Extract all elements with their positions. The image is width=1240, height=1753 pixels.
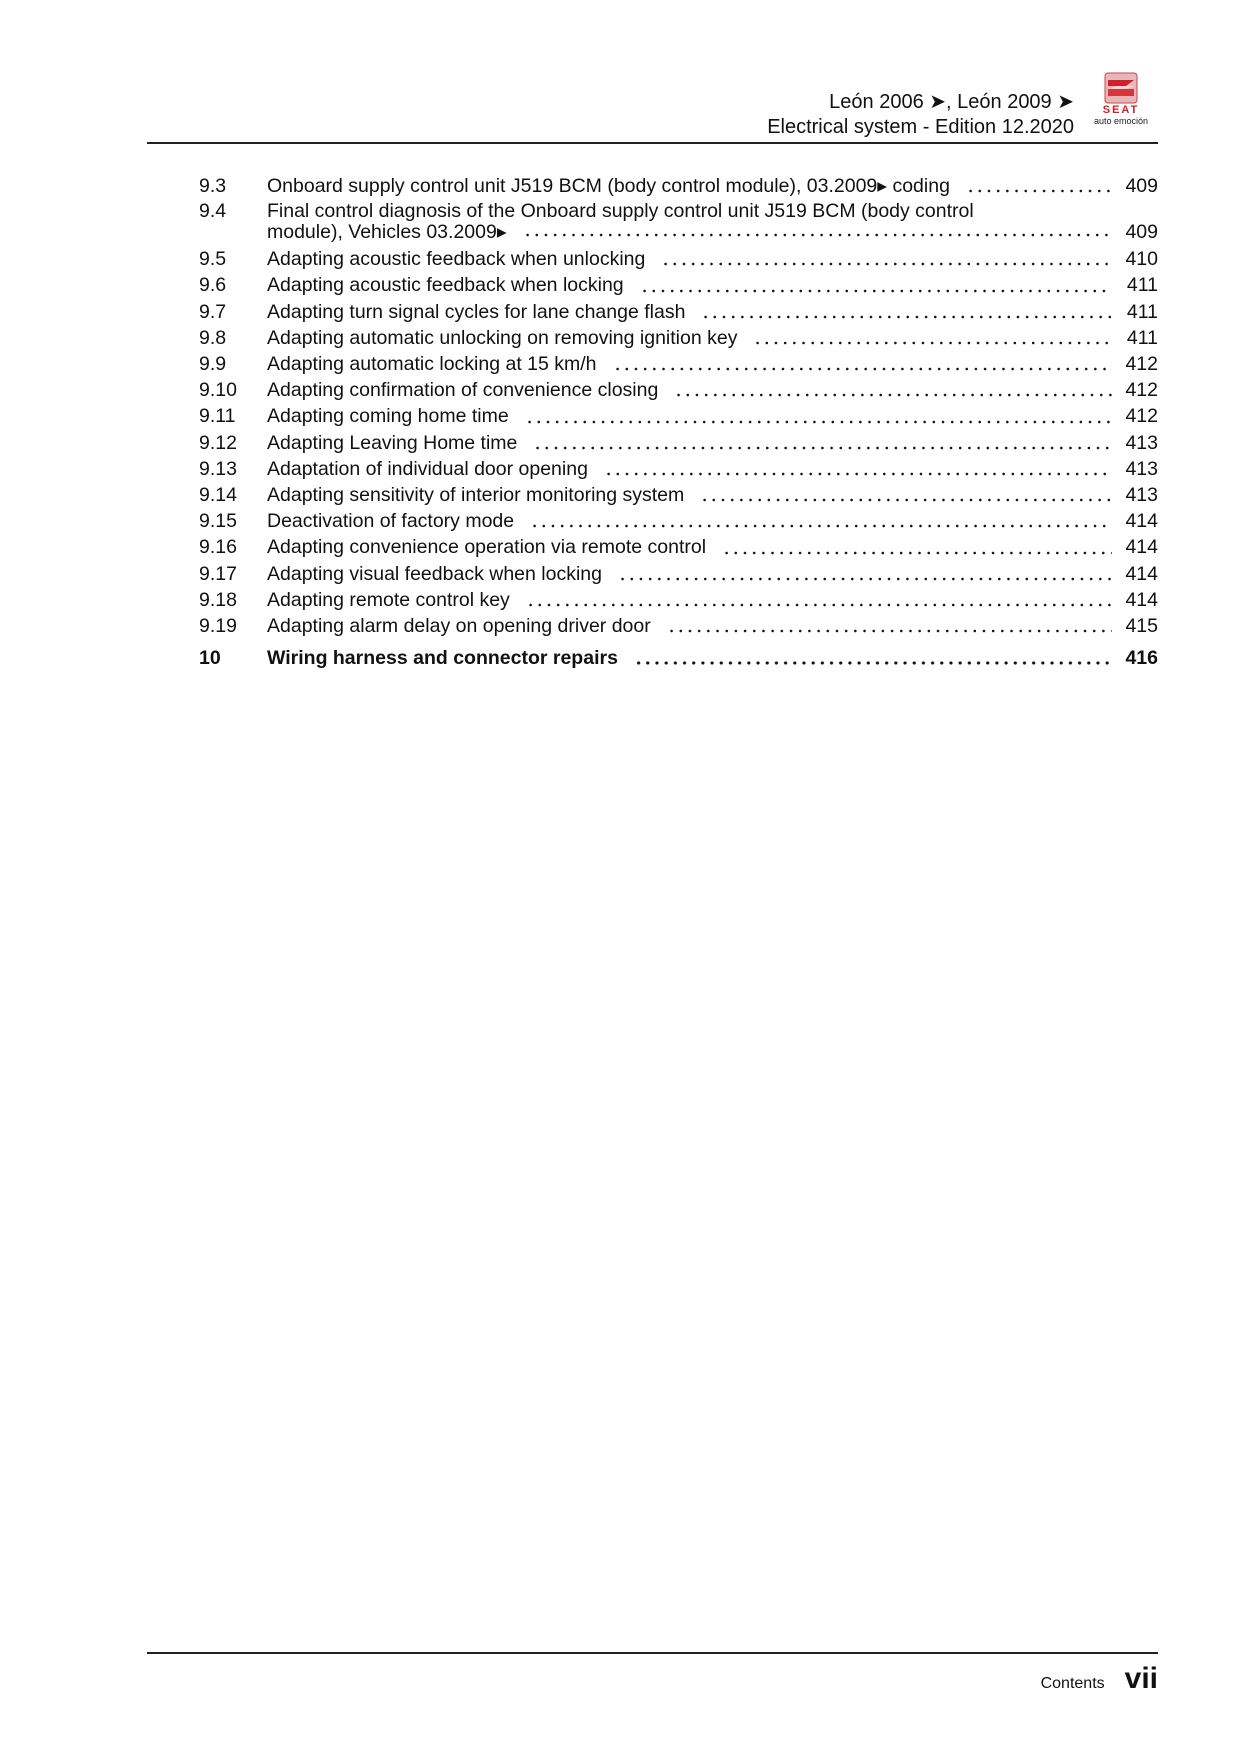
section-number: 9.8 (199, 326, 227, 349)
entry-title: Adapting confirmation of convenience closing (267, 379, 659, 402)
dot-leader (604, 466, 1112, 476)
dot-leader (966, 183, 1112, 193)
entry-title: Adapting turn signal cycles for lane change flash (267, 300, 686, 323)
entry-page: 414 (1125, 536, 1158, 559)
seat-emblem-icon (1104, 72, 1138, 104)
dot-leader (526, 597, 1112, 607)
entry-page: 413 (1125, 431, 1158, 454)
section-number: 9.4 (199, 200, 227, 223)
entry-page: 411 (1126, 274, 1158, 297)
entry-page: 409 (1125, 175, 1158, 197)
entry-title: Onboard supply control unit J519 BCM (body control module), 03.2009▸ coding (267, 175, 950, 197)
entry-page: 411 (1126, 326, 1158, 349)
section-number: 9.3 (199, 175, 227, 197)
logo-tagline: auto emoción (1093, 116, 1149, 126)
entry-title: Adapting acoustic feedback when locking (267, 274, 624, 297)
dot-leader (667, 623, 1112, 633)
dot-leader (640, 283, 1112, 293)
entry-page: 413 (1125, 457, 1158, 480)
toc-entry[interactable] (199, 482, 1158, 508)
section-number: 9.18 (199, 588, 237, 611)
section-number: 10 (199, 647, 221, 670)
entry-title: Adapting acoustic feedback when unlocking (267, 248, 646, 271)
toc-entry[interactable] (199, 246, 1158, 272)
toc-entry[interactable] (199, 430, 1158, 456)
toc-entry[interactable] (199, 377, 1158, 403)
footer-rule (147, 1652, 1158, 1654)
dot-leader (700, 492, 1112, 502)
page-number: vii (1124, 1662, 1158, 1695)
section-number: 9.16 (199, 536, 237, 559)
dot-leader (525, 414, 1112, 424)
toc-entry[interactable] (199, 561, 1158, 587)
section-number: 9.15 (199, 510, 237, 533)
dot-leader (753, 335, 1112, 345)
toc-entry[interactable] (199, 173, 1158, 199)
section-number: 9.6 (199, 274, 227, 297)
dot-leader (674, 387, 1112, 397)
dot-leader (523, 227, 1112, 237)
section-number: 9.7 (199, 300, 227, 323)
toc-entry[interactable] (199, 299, 1158, 325)
toc-entry[interactable] (199, 199, 1158, 246)
entry-page: 410 (1125, 248, 1158, 271)
entry-title: Wiring harness and connector repairs (267, 647, 618, 670)
entry-title: Adapting coming home time (267, 405, 509, 428)
dot-leader (613, 361, 1112, 371)
toc-entry[interactable] (199, 587, 1158, 613)
logo-brand: SEAT (1102, 104, 1140, 116)
section-number: 9.17 (199, 562, 237, 585)
seat-logo (1083, 72, 1159, 127)
entry-title: Adaptation of individual door opening (267, 457, 588, 480)
entry-page: 409 (1125, 221, 1158, 244)
section-number: 9.5 (199, 248, 227, 271)
entry-title: Adapting automatic locking at 15 km/h (267, 353, 597, 376)
toc-entry[interactable] (199, 272, 1158, 298)
section-number: 9.11 (199, 405, 236, 428)
section-number: 9.14 (199, 484, 237, 507)
section-number: 9.9 (199, 353, 227, 376)
dot-leader (722, 545, 1112, 555)
section-number: 9.10 (199, 379, 237, 402)
toc-entry[interactable] (199, 508, 1158, 534)
entry-page: 415 (1125, 615, 1158, 638)
entry-title: Adapting alarm delay on opening driver door (267, 615, 651, 638)
entry-title: Adapting Leaving Home time (267, 431, 518, 454)
section-number: 9.19 (199, 615, 237, 638)
toc-entry[interactable] (199, 534, 1158, 560)
entry-title: Deactivation of factory mode (267, 510, 515, 533)
section-number: 9.13 (199, 457, 237, 480)
dot-leader (661, 256, 1112, 266)
entry-page: 411 (1126, 300, 1158, 323)
entry-page: 412 (1125, 353, 1158, 376)
toc-entry[interactable] (199, 325, 1158, 351)
header-model: León 2006 ➤, León 2009 ➤ (829, 91, 1074, 113)
toc-entry[interactable] (199, 351, 1158, 377)
dot-leader (618, 571, 1112, 581)
entry-title: Adapting remote control key (267, 588, 510, 611)
entry-title: Adapting convenience operation via remote control (267, 536, 707, 559)
section-number: 9.12 (199, 431, 237, 454)
entry-title-cont: module), Vehicles 03.2009▸ (267, 221, 507, 244)
dot-leader (530, 518, 1112, 528)
toc-entry[interactable] (199, 613, 1158, 639)
header-rule (147, 142, 1158, 144)
running-header (767, 90, 1074, 140)
footer-label: Contents (1040, 1675, 1105, 1692)
dot-leader (701, 309, 1112, 319)
header-edition: Electrical system - Edition 12.2020 (767, 116, 1074, 138)
entry-page: 416 (1125, 647, 1158, 670)
dot-leader (533, 440, 1112, 450)
page-footer (1041, 1662, 1158, 1696)
toc-entry[interactable] (199, 645, 1158, 671)
entry-page: 414 (1125, 588, 1158, 611)
toc-entry[interactable] (199, 456, 1158, 482)
entry-page: 413 (1125, 484, 1158, 507)
entry-title: Adapting visual feedback when locking (267, 562, 602, 585)
dot-leader (634, 655, 1112, 665)
entry-page: 414 (1125, 510, 1158, 533)
entry-title: Final control diagnosis of the Onboard supply control unit J519 BCM (body control (267, 200, 974, 223)
entry-page: 412 (1125, 379, 1158, 402)
entry-page: 414 (1125, 562, 1158, 585)
table-of-contents (199, 173, 1158, 671)
toc-entry[interactable] (199, 403, 1158, 429)
entry-title: Adapting automatic unlocking on removing ignition key (267, 326, 738, 349)
entry-title: Adapting sensitivity of interior monitoring system (267, 484, 685, 507)
entry-page: 412 (1125, 405, 1158, 428)
